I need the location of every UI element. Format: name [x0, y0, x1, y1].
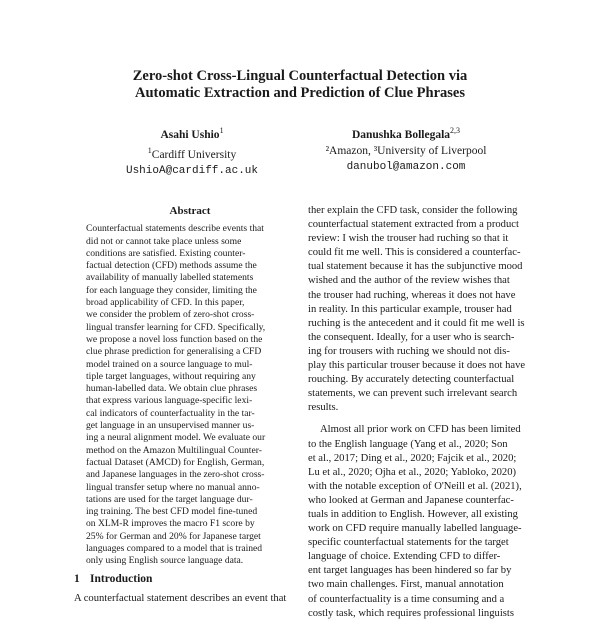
paper-title: [60, 68, 540, 102]
text-line: costly task, which requires professional linguists: [308, 607, 514, 619]
text-line: of counterfactuality is a time consuming and a: [308, 593, 505, 605]
text-line: model trained on a source language to mul-: [86, 358, 253, 370]
text-line: for each language they consider, limiting the: [86, 284, 257, 296]
intro-paragraph-2: [308, 423, 530, 620]
right-column: [308, 204, 530, 621]
text-line: clue phrase prediction for generalising a CFD: [86, 346, 262, 358]
text-line: tations are used for the target language dur-: [86, 493, 253, 505]
text-line: Almost all prior work on CFD has been limited: [320, 424, 521, 436]
section-number: 1: [74, 573, 80, 585]
text-line: the trouser had ruching, whereas it does not have: [308, 289, 516, 301]
text-line: ruching is the antecedent and it could fit me well is: [308, 317, 525, 329]
author-1-email: UshioA@cardiff.ac.uk: [125, 164, 259, 177]
text-line: review: I wish the trouser had ruching so that it: [308, 233, 509, 245]
text-line: factual Dataset (AMCD) for English, German,: [86, 456, 265, 468]
text-line: work on CFD require manually labelled language-: [308, 523, 522, 535]
text-line: ther explain the CFD task, consider the following: [308, 205, 518, 216]
text-line: specific counterfactual statements for the target: [308, 537, 509, 549]
author-2-sup: 2,3: [450, 126, 461, 135]
text-line: language of choice. Extending CFD to differ-: [308, 551, 501, 563]
section-heading: [74, 573, 152, 585]
text-line: and Japanese languages in the zero-shot cross-: [86, 469, 265, 481]
text-line: we propose a novel loss function based on the: [86, 333, 263, 345]
abstract-heading: Abstract: [169, 205, 211, 217]
text-line: Lu et al., 2020; Ojha et al., 2020; Yabloko, 2020): [308, 466, 517, 478]
abstract-body: [86, 223, 294, 567]
text-line: lingual transfer setup where no manual anno-: [86, 481, 260, 493]
text-line: who looked at German and Japanese counterfac-: [308, 494, 514, 506]
text-line: we consider the problem of zero-shot cross-: [86, 309, 255, 321]
author-1-name-line: [82, 123, 302, 143]
text-line: factual detection (CFD) methods assume the: [86, 260, 257, 272]
text-line: et al., 2017; Ding et al., 2020; Fajcik et al., 2020;: [308, 452, 517, 464]
author-1-affiliation: Cardiff University: [151, 148, 237, 161]
text-line: get language in an unsupervised manner us-: [86, 420, 255, 432]
text-line: 25% for German and 20% for Japanese target: [86, 530, 261, 542]
text-line: tuals in addition to English. However, all existing: [308, 508, 518, 520]
author-2-email: danubol@amazon.com: [346, 160, 466, 173]
text-line: Counterfactual statements describe events that: [86, 223, 264, 235]
text-line: human-labelled data. We obtain clue phrases: [86, 383, 258, 395]
text-line: that express various language-specific lexi-: [86, 395, 253, 407]
intro-paragraph-1: [308, 204, 530, 415]
text-line: languages compared to a model that is trained: [86, 543, 263, 555]
author-2: [296, 123, 516, 175]
text-line: only using English source language data.: [86, 555, 244, 567]
text-line: rouching. By accurately detecting counterfactual: [308, 374, 515, 386]
author-1-affiliation-sup: 1: [147, 145, 152, 155]
text-line: ing for trousers with ruching we should not dis-: [308, 345, 510, 357]
text-line: broad applicability of CFD. In this paper,: [86, 297, 245, 309]
section-title: Introduction: [90, 573, 153, 585]
text-line: ent target languages has been hindered so far by: [308, 565, 512, 577]
text-line: wished and the author of the review wishes that: [308, 275, 510, 287]
text-line: tual statement because it has the subjunctive mood: [308, 261, 523, 273]
text-line: cal indicators of counterfactuality in the tar-: [86, 407, 255, 419]
text-line: to the English language (Yang et al., 2020; Son: [308, 438, 508, 450]
author-1: [82, 123, 302, 179]
text-line: counterfactual statement extracted from a product: [308, 219, 519, 231]
abstract: [86, 205, 294, 568]
text-line: could fit me well. This is considered a counterfac-: [308, 247, 521, 259]
title-line-2: Automatic Extraction and Prediction of Clue Phrases: [135, 85, 465, 101]
text-line: ing a neural alignment model. We evaluate our: [86, 432, 266, 444]
text-line: ing training. The best CFD model fine-tuned: [86, 506, 258, 518]
author-2-affiliation: ²Amazon, ³University of Liverpool: [325, 144, 487, 157]
text-line: statements, we can prevent such irrelevant search: [308, 388, 518, 400]
text-line: on XLM-R improves the macro F1 score by: [86, 518, 255, 530]
intro-first-line: A counterfactual statement describes an event that: [74, 593, 287, 604]
author-2-name: Danushka Bollegala: [351, 128, 451, 141]
text-line: availability of manually labelled statements: [86, 272, 254, 284]
text-line: two main challenges. First, manual annotation: [308, 579, 504, 591]
author-1-sup: 1: [219, 126, 224, 135]
text-line: with the notable exception of O'Neill et al. (2021),: [308, 480, 522, 492]
text-line: tiple target languages, without requiring any: [86, 370, 256, 382]
text-line: conditions are satisfied. Existing counter-: [86, 247, 246, 259]
text-line: the consequent. Ideally, for a user who is search-: [308, 331, 515, 343]
author-1-affiliation-line: [82, 143, 302, 163]
author-1-name: Asahi Ushio: [160, 128, 220, 141]
text-line: play this particular trouser because it does not have: [308, 360, 526, 372]
text-line: method on the Amazon Multilingual Counter-: [86, 444, 262, 456]
text-line: results.: [308, 402, 339, 414]
text-line: in reality. In this particular example, trouser had: [308, 303, 512, 315]
author-2-name-line: [296, 123, 516, 143]
text-line: lingual transfer learning for CFD. Specifically,: [86, 321, 266, 333]
title-line-1: Zero-shot Cross-Lingual Counterfactual Detection via: [132, 68, 468, 84]
text-line: did not or cannot take place unless some: [86, 235, 242, 247]
